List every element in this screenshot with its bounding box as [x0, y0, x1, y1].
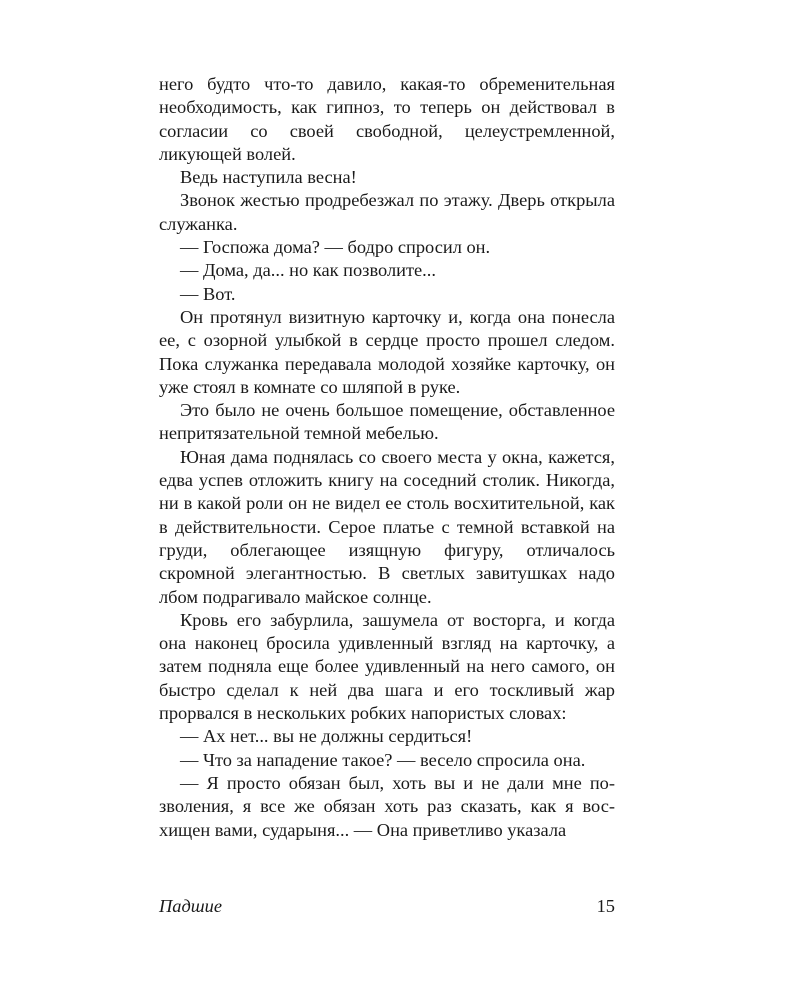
dialogue-line: — Вот. — [180, 283, 236, 304]
dialogue-line: — Ах нет... вы не должны сердиться! — [180, 726, 473, 747]
paragraph-young-lady: Юная дама поднялась со своего места у окна, кажется, едва успев отложить книгу на соседний столик. Никогда, ни в какой роли он не видел ее столь восхитительной, как в действительности. Серое платье с темной вставкой на груди, облегающее изящную фигуру, отличалось скромной элегантностью. В светлых завитушках надо лбом подрагивало майское солнце. — [159, 446, 615, 607]
running-title: Падшие — [159, 896, 223, 916]
paragraph-room: Это было не очень большое помещение, обставленное непритязательной темной мебелью. — [159, 400, 615, 444]
page-footer — [159, 893, 615, 919]
paragraph-spring: Ведь наступила весна! — [180, 167, 357, 188]
paragraph-blood: Кровь его забурлила, зашумела от восторга, и когда она наконец бросила удивленный взгляд на карточку, а затем подняла еще более удивленный на него самого, он быстро сделал к ней два шага и его тоскливый жар прорвался в нескольких робких напористых словах: — [159, 609, 615, 724]
dialogue-line: — Госпожа дома? — бодро спросил он. — [180, 237, 491, 258]
dialogue-line: — Дома, да... но как позволите... — [180, 260, 436, 281]
paragraph-visiting-card: Он протянул визитную карточку и, когда она понесла ее, с озорной улыбкой в сердце просто прошел следом. Пока служанка передавала молодой хозяйке карточку, он уже стоял в комнате со шляпой в руке. — [159, 306, 615, 397]
page-number: 15 — [596, 896, 615, 916]
paragraph-doorbell: Звонок жестью продребезжал по этажу. Дверь открыла служанка. — [159, 190, 615, 234]
paragraph-continuation: него будто что-то давило, какая-то обременительная необходимость, как гипноз, то теперь он действовал в согласии со своей свободной, целеустремленной, ликующей волей. — [159, 74, 615, 164]
dialogue-line: — Что за нападение такое? — весело спросила она. — [180, 749, 586, 770]
body-text — [159, 73, 615, 842]
dialogue-line: — Я просто обязан был, хоть вы и не дали мне позволения, я все же обязан хоть раз сказать, как я восхищен вами, сударыня... — Она приветливо указала — [159, 772, 615, 840]
